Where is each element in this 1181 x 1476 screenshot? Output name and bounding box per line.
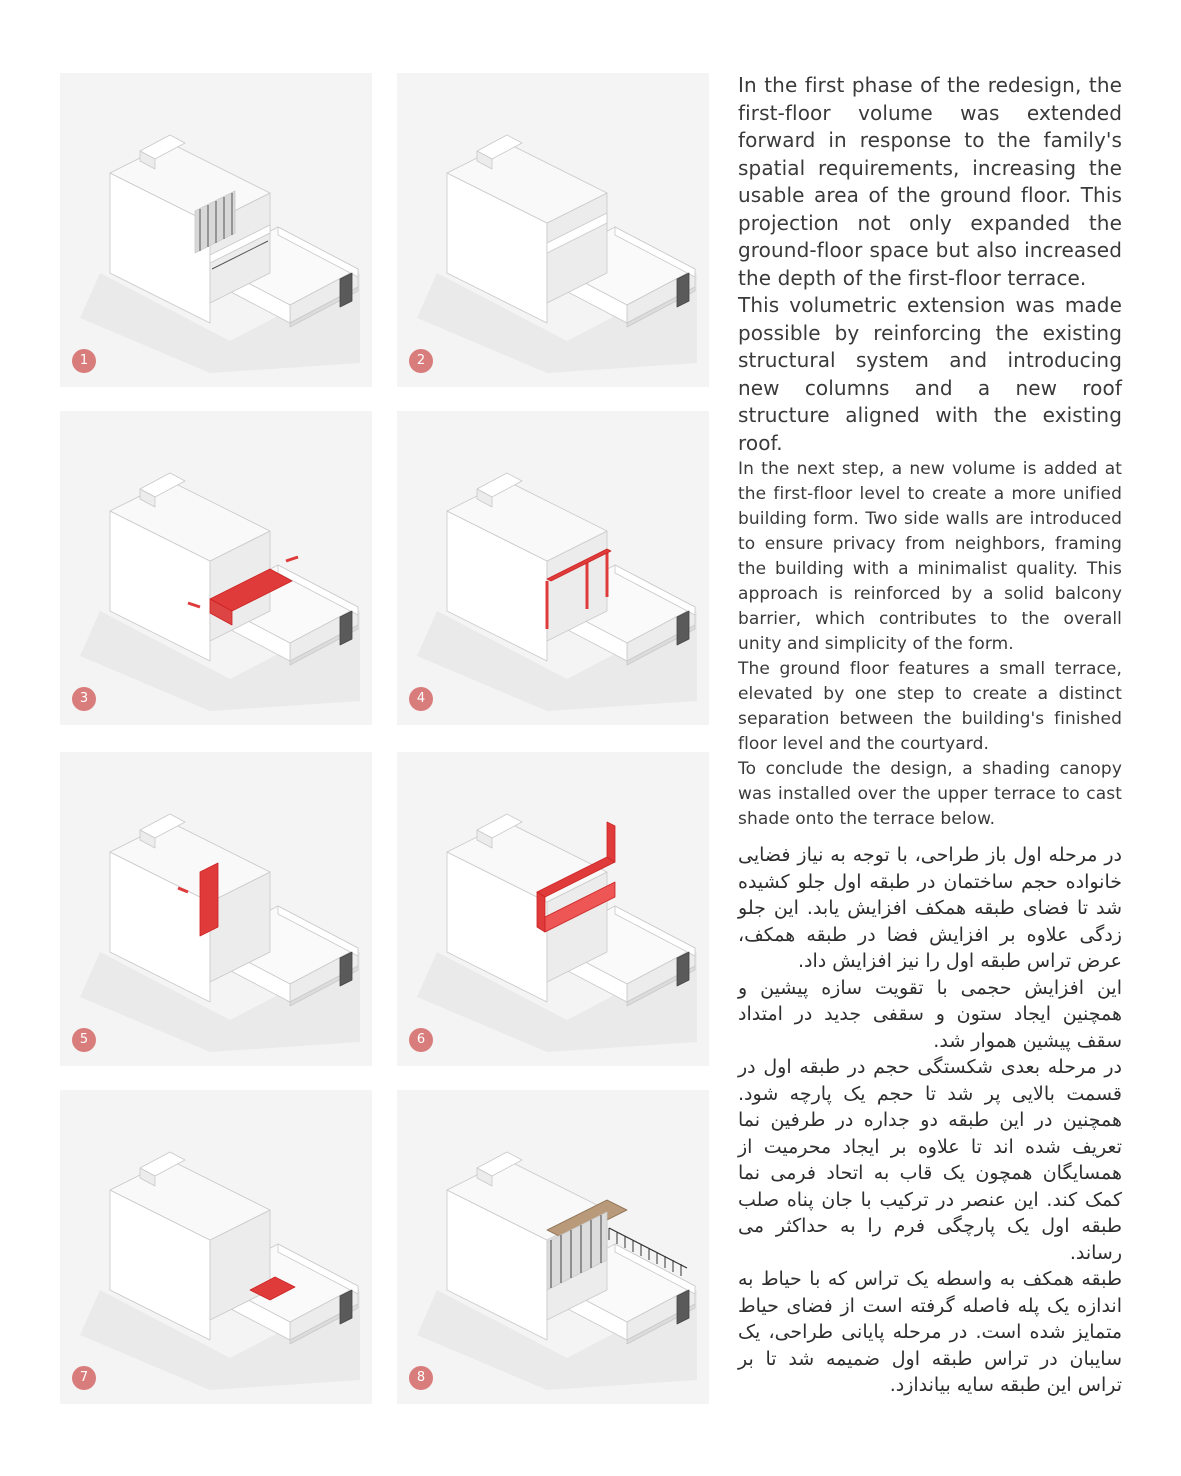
gate	[340, 1290, 352, 1324]
step-number-badge: 8	[409, 1366, 433, 1390]
gate	[677, 273, 689, 307]
diagram-panel-6	[397, 752, 709, 1066]
paragraph-fa-3: در مرحله بعدی شکستگی حجم در طبقه اول در قسمت بالایی پر شد تا حجم یک پارچه شود. همچنین در این طبقه دو جداره در طرفین نما تعریف شده اند تا علاوه بر ایجاد محرمیت از همسایگان همچون یک قاب به اتحاد فرمی نما کمک کند. این عنصر در ترکیب با جان پناه صلب طبقه اول یک پارچگی فرم را به حداکثر می رساند.	[738, 1056, 1122, 1264]
gate	[340, 273, 352, 307]
gate	[677, 1290, 689, 1324]
paragraph-en-5: To conclude the design, a shading canopy was installed over the upper terrace to cast shade onto the terrace below.	[738, 759, 1122, 829]
building-axonometric	[60, 752, 372, 1066]
building-axonometric	[60, 73, 372, 387]
step-number-badge: 7	[72, 1366, 96, 1390]
side-wall-highlight	[537, 892, 545, 932]
step-number-badge: 2	[409, 349, 433, 373]
paragraph-en-4: The ground floor features a small terrace, elevated by one step to create a distinct separation between the building's finished floor level and the courtyard.	[738, 659, 1122, 754]
step-number-badge: 4	[409, 687, 433, 711]
gate	[340, 952, 352, 986]
diagram-panel-8	[397, 1090, 709, 1404]
diagram-panel-2	[397, 73, 709, 387]
building-axonometric	[60, 411, 372, 725]
paragraph-fa-2: این افزایش حجمی با تقویت سازه پیشین و همچنین ایجاد ستون و سقفی جدید در امتداد سقف پیشین هموار شد.	[738, 976, 1122, 1052]
arrow-indicator	[286, 557, 298, 561]
building-axonometric	[397, 73, 709, 387]
gate	[677, 952, 689, 986]
gate	[340, 611, 352, 645]
side-wall-highlight	[607, 822, 615, 862]
paragraph-fa-4: طبقه همکف به واسطه یک تراس که با حیاط به اندازه یک پله فاصله گرفته است از فضای حیاط متمایز شده است. در مرحله پایانی طراحی، یک سایبان در تراس طبقه اول ضمیمه شد تا بر تراس این طبقه سایه بیاندازد.	[738, 1268, 1122, 1396]
building-axonometric	[60, 1090, 372, 1404]
english-description	[738, 72, 1122, 832]
description-column	[738, 72, 1122, 1399]
diagram-panel-5	[60, 752, 372, 1066]
step-number-badge: 6	[409, 1028, 433, 1052]
step-number-badge: 3	[72, 687, 96, 711]
persian-description	[738, 842, 1122, 1399]
paragraph-en-3: In the next step, a new volume is added at the first-floor level to create a more unified building form. Two side walls are introduced to ensure privacy from neighbors, framing the building with a minimalist quality. This approach is reinforced by a solid balcony barrier, which contributes to the overall unity and simplicity of the form.	[738, 459, 1122, 654]
building-axonometric	[397, 1090, 709, 1404]
step-number-badge: 5	[72, 1028, 96, 1052]
diagram-panel-1	[60, 73, 372, 387]
paragraph-fa-1: در مرحله اول باز طراحی، با توجه به نیاز فضایی خانواده حجم ساختمان در طبقه اول جلو کشیده شد تا فضای طبقه همکف افزایش یابد. این جلو زدگی علاوه بر افزایش فضا در طبقه همکف، عرض تراس طبقه اول را نیز افزایش داد.	[738, 844, 1122, 972]
step-number-badge: 1	[72, 349, 96, 373]
side-wall-highlight	[200, 863, 218, 936]
building-axonometric	[397, 411, 709, 725]
diagram-panel-7	[60, 1090, 372, 1404]
paragraph-en-1: In the first phase of the redesign, the first-floor volume was extended forward in response to the family's spatial requirements, increasing the usable area of the ground floor. This projection not only expanded the ground-floor space but also increased the depth of the first-floor terrace.	[738, 73, 1122, 290]
diagram-panel-3	[60, 411, 372, 725]
diagram-panel-4	[397, 411, 709, 725]
paragraph-en-2: This volumetric extension was made possible by reinforcing the existing structural system and introducing new columns and a new roof structure aligned with the existing roof.	[738, 293, 1122, 455]
building-axonometric	[397, 752, 709, 1066]
gate	[677, 611, 689, 645]
